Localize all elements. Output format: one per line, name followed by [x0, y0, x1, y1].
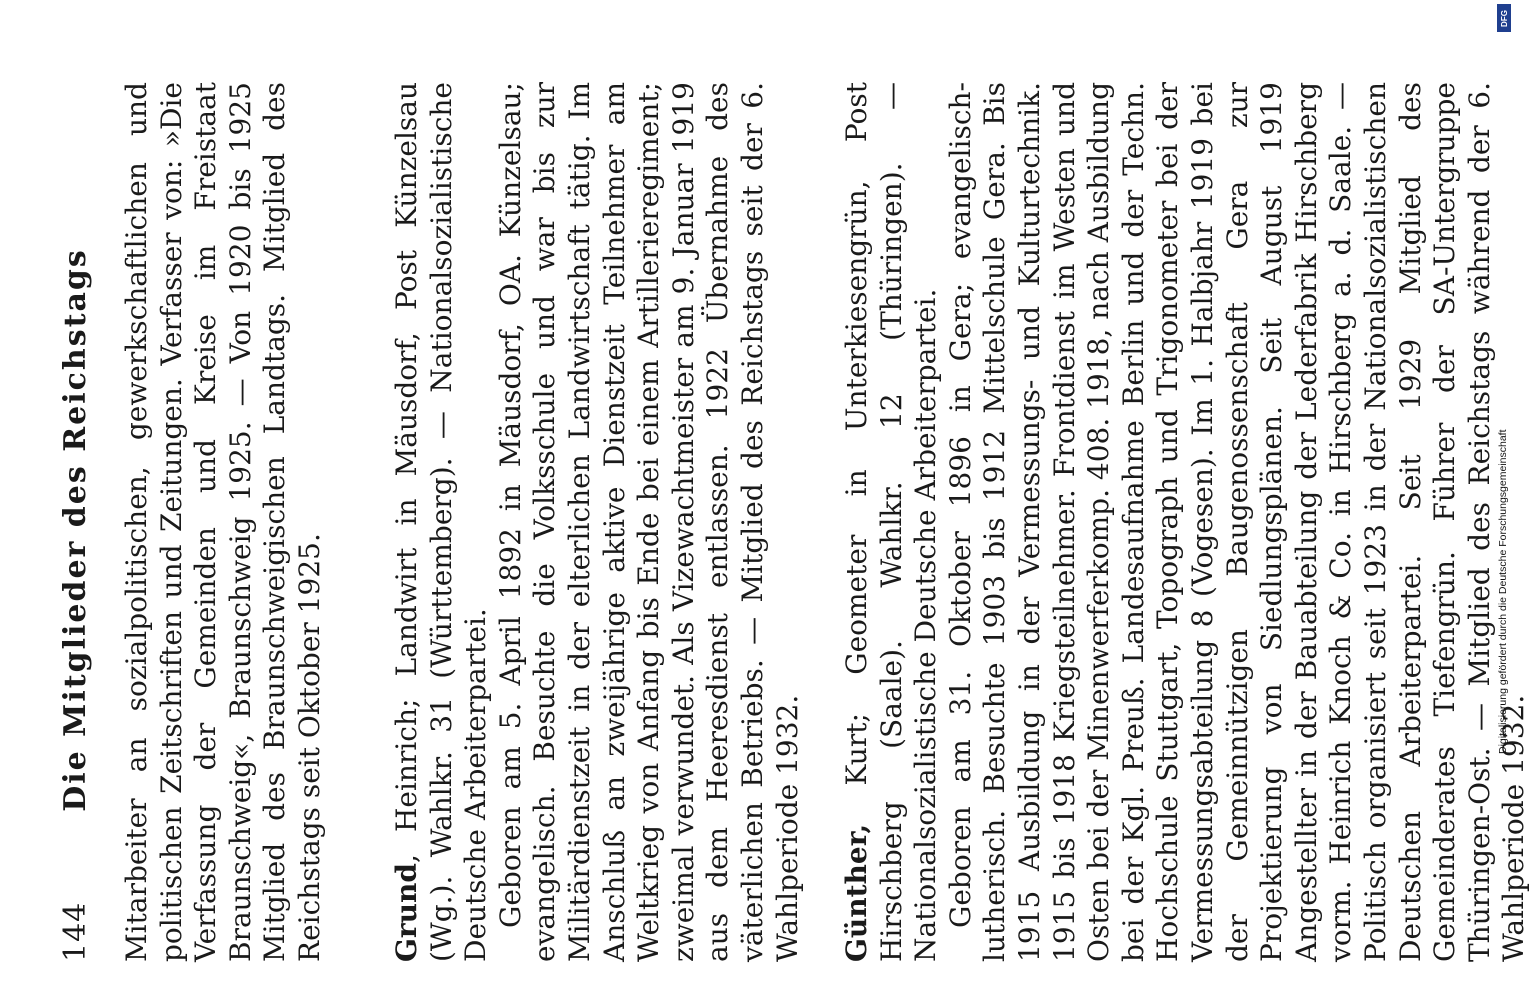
running-head: [58, 80, 98, 980]
paragraph: Mitarbeiter an sozialpolitischen, gewerkschaftlichen und politischen Zeitschriften und Zeitungen. Verfasser von: »Die Verfassung der Gemeinden und Kreise im Freistaat Braunschweig«, Braunschweig 1925. — Von 1920 bis 1925 Mitglied des Braunschweigischen Landtags. Mitglied des Reichstags seit Oktober 1925.: [120, 82, 326, 962]
page-number: 144: [58, 901, 93, 962]
entry-intro: , Heinrich; Landwirt in Mäusdorf, Post Künzelsau (Wg.). Wahlkr. 31 (Württemberg). — Nationalsozialistische Deutsche Arbeiterpartei.: [390, 82, 493, 962]
entry-name: Grund: [390, 863, 423, 962]
entry-name: Günther,: [840, 823, 873, 962]
paragraph: Geboren am 5. April 1892 in Mäusdorf, OA. Künzelsau; evangelisch. Besuchte die Volksschule und war bis zur Militärdienstzeit in der elterlichen Landwirtschaft tätig. Im Anschluß an zweijährige aktive Dienstzeit Teilnehmer am Weltkrieg von Anfang bis Ende bei einem Artillerieregiment; zweimal verwundet. Als Vizewachtmeister am 9. Januar 1919 aus dem Heeresdienst entlassen. 1922 Übernahme des väterlichen Betriebs. — Mitglied des Reichstags seit der 6. Wahlperiode 1932.: [493, 82, 804, 962]
entry-header: [390, 82, 494, 962]
funding-credit-text: Digitalisierung gefördert durch die Deutsche Forschungsgemeinschaft: [1497, 429, 1509, 754]
paragraph: Geboren am 31. Oktober 1896 in Gera; evangelisch-lutherisch. Besuchte 1903 bis 1912 Mittelschule Gera. Bis 1915 Ausbildung in der Vermessungs- und Kulturtechnik. 1915 bis 1918 Kriegsteilnehmer. Frontdienst im Westen und Osten bei der Minenwerferkomp. 408. 1918, nach Ausbildung bei der Kgl. Preuß. Landesaufnahme Berlin und der Techn. Hochschule Stuttgart, Topograph und Trigonometer bei der Vermessungsabteilung 8 (Vogesen). Im 1. Halbjahr 1919 bei der Gemeinnützigen Baugenossenschaft Gera zur Projektierung von Siedlungsplänen. Seit August 1919 Angestellter in der Bauabteilung der Lederfabrik Hirschberg vorm. Heinrich Knoch & Co. in Hirschberg a. d. Saale. — Politisch organisiert seit 1923 in der Nationalsozialistischen Deutschen Arbeiterpartei. Seit 1929 Mitglied des Gemeinderates Tiefengrün. Führer der SA-Untergruppe Thüringen-Ost. — Mitglied des Reichstags während der 6. Wahlperiode 1932.: [943, 82, 1531, 962]
entry-guenther: [840, 82, 1532, 962]
funding-credit: [1496, 14, 1510, 754]
entry-header: [840, 82, 944, 962]
running-title: Die Mitglieder des Reichstags: [58, 248, 93, 812]
entry-intro: Kurt; Geometer in Unterkiesengrün, Post Hirschberg (Saale). Wahlkr. 12 (Thüringen). — Nationalsozialistische Deutsche Arbeiterpartei.: [840, 82, 943, 962]
dfg-logo: DFG: [1497, 4, 1511, 32]
entry-grund: [390, 82, 805, 962]
entry-continuation: [120, 82, 328, 962]
